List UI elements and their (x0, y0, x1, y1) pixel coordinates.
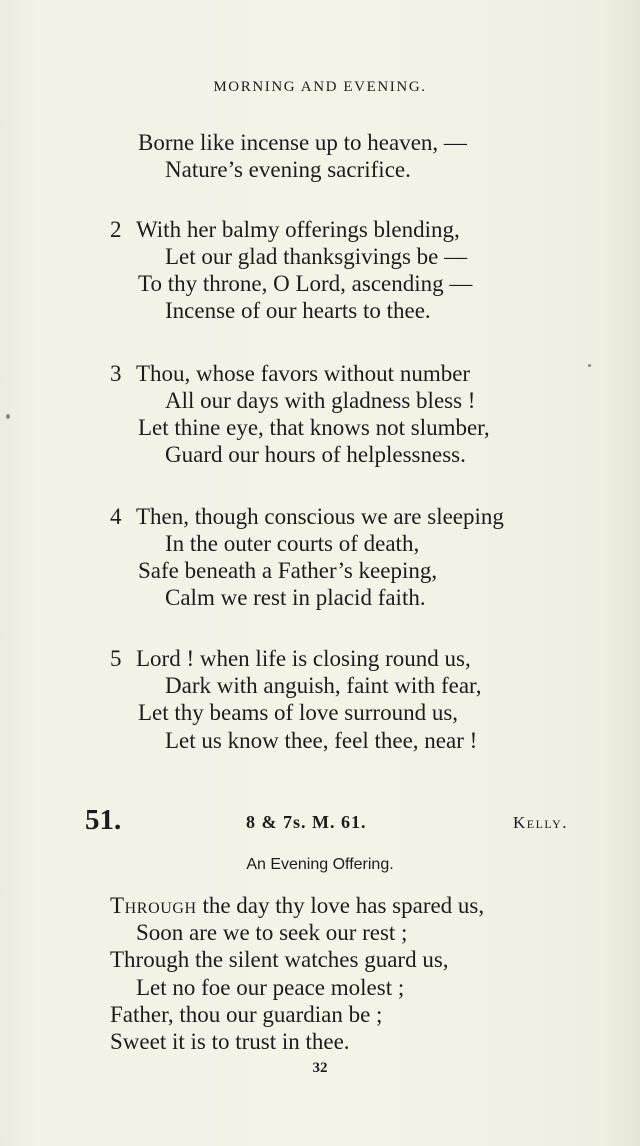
stanza-number: 5 (110, 646, 122, 671)
hymn-title: An Evening Offering. (246, 856, 394, 873)
verse-line: Let no foe our peace molest ; (136, 975, 405, 1000)
verse-line: To thy throne, O Lord, ascending — (138, 271, 473, 296)
verse-line: Calm we rest in placid faith. (165, 585, 426, 610)
stanza-number: 4 (110, 504, 122, 529)
page-number: 32 (312, 1060, 328, 1076)
verse-line: Through the silent watches guard us, (110, 947, 449, 972)
verse-line: Father, thou our guardian be ; (110, 1002, 383, 1027)
paper-speck (6, 414, 10, 419)
verse-line: Lord ! when life is closing round us, (136, 646, 471, 671)
verse-line: Let thy beams of love surround us, (138, 700, 459, 725)
stanza-first-line (110, 645, 471, 673)
stanza-first-line (110, 360, 470, 388)
stanza-number: 2 (110, 217, 122, 242)
hymn-number: 51. (85, 804, 122, 836)
hymn-meter: 8 & 7s. M. 61. (246, 812, 367, 832)
verse-line: Then, though conscious we are sleeping (136, 504, 504, 529)
verse-line: Guard our hours of helplessness. (165, 442, 466, 467)
verse-line: Safe beneath a Father’s keeping, (138, 558, 438, 583)
verse-line: Borne like incense up to heaven, — (138, 130, 467, 155)
verse-line: Nature’s evening sacrifice. (165, 157, 411, 182)
verse-line: Incense of our hearts to thee. (165, 298, 431, 323)
hymn-first-word: Through (110, 893, 197, 918)
verse-line: Let us know thee, feel thee, near ! (165, 728, 478, 753)
verse-line: With her balmy offerings blending, (136, 217, 460, 242)
stanza-first-line (110, 216, 460, 244)
verse-line: Let thine eye, that knows not slumber, (138, 415, 490, 440)
running-header: MORNING AND EVENING. (213, 79, 427, 95)
verse-line: Soon are we to seek our rest ; (136, 920, 408, 945)
verse-line: In the outer courts of death, (165, 531, 420, 556)
hymn-first-line (110, 892, 484, 920)
verse-line: All our days with gladness bless ! (165, 388, 476, 413)
verse-line: Let our glad thanksgivings be — (165, 244, 468, 269)
verse-line: Dark with anguish, faint with fear, (165, 673, 482, 698)
verse-line: Thou, whose favors without number (136, 361, 471, 386)
hymn-author: Kelly. (513, 813, 568, 832)
verse-line: the day thy love has spared us, (196, 893, 485, 918)
stanza-first-line (110, 503, 504, 531)
verse-line: Sweet it is to trust in thee. (110, 1029, 350, 1054)
stanza-number: 3 (110, 361, 122, 386)
paper-speck (588, 364, 591, 367)
